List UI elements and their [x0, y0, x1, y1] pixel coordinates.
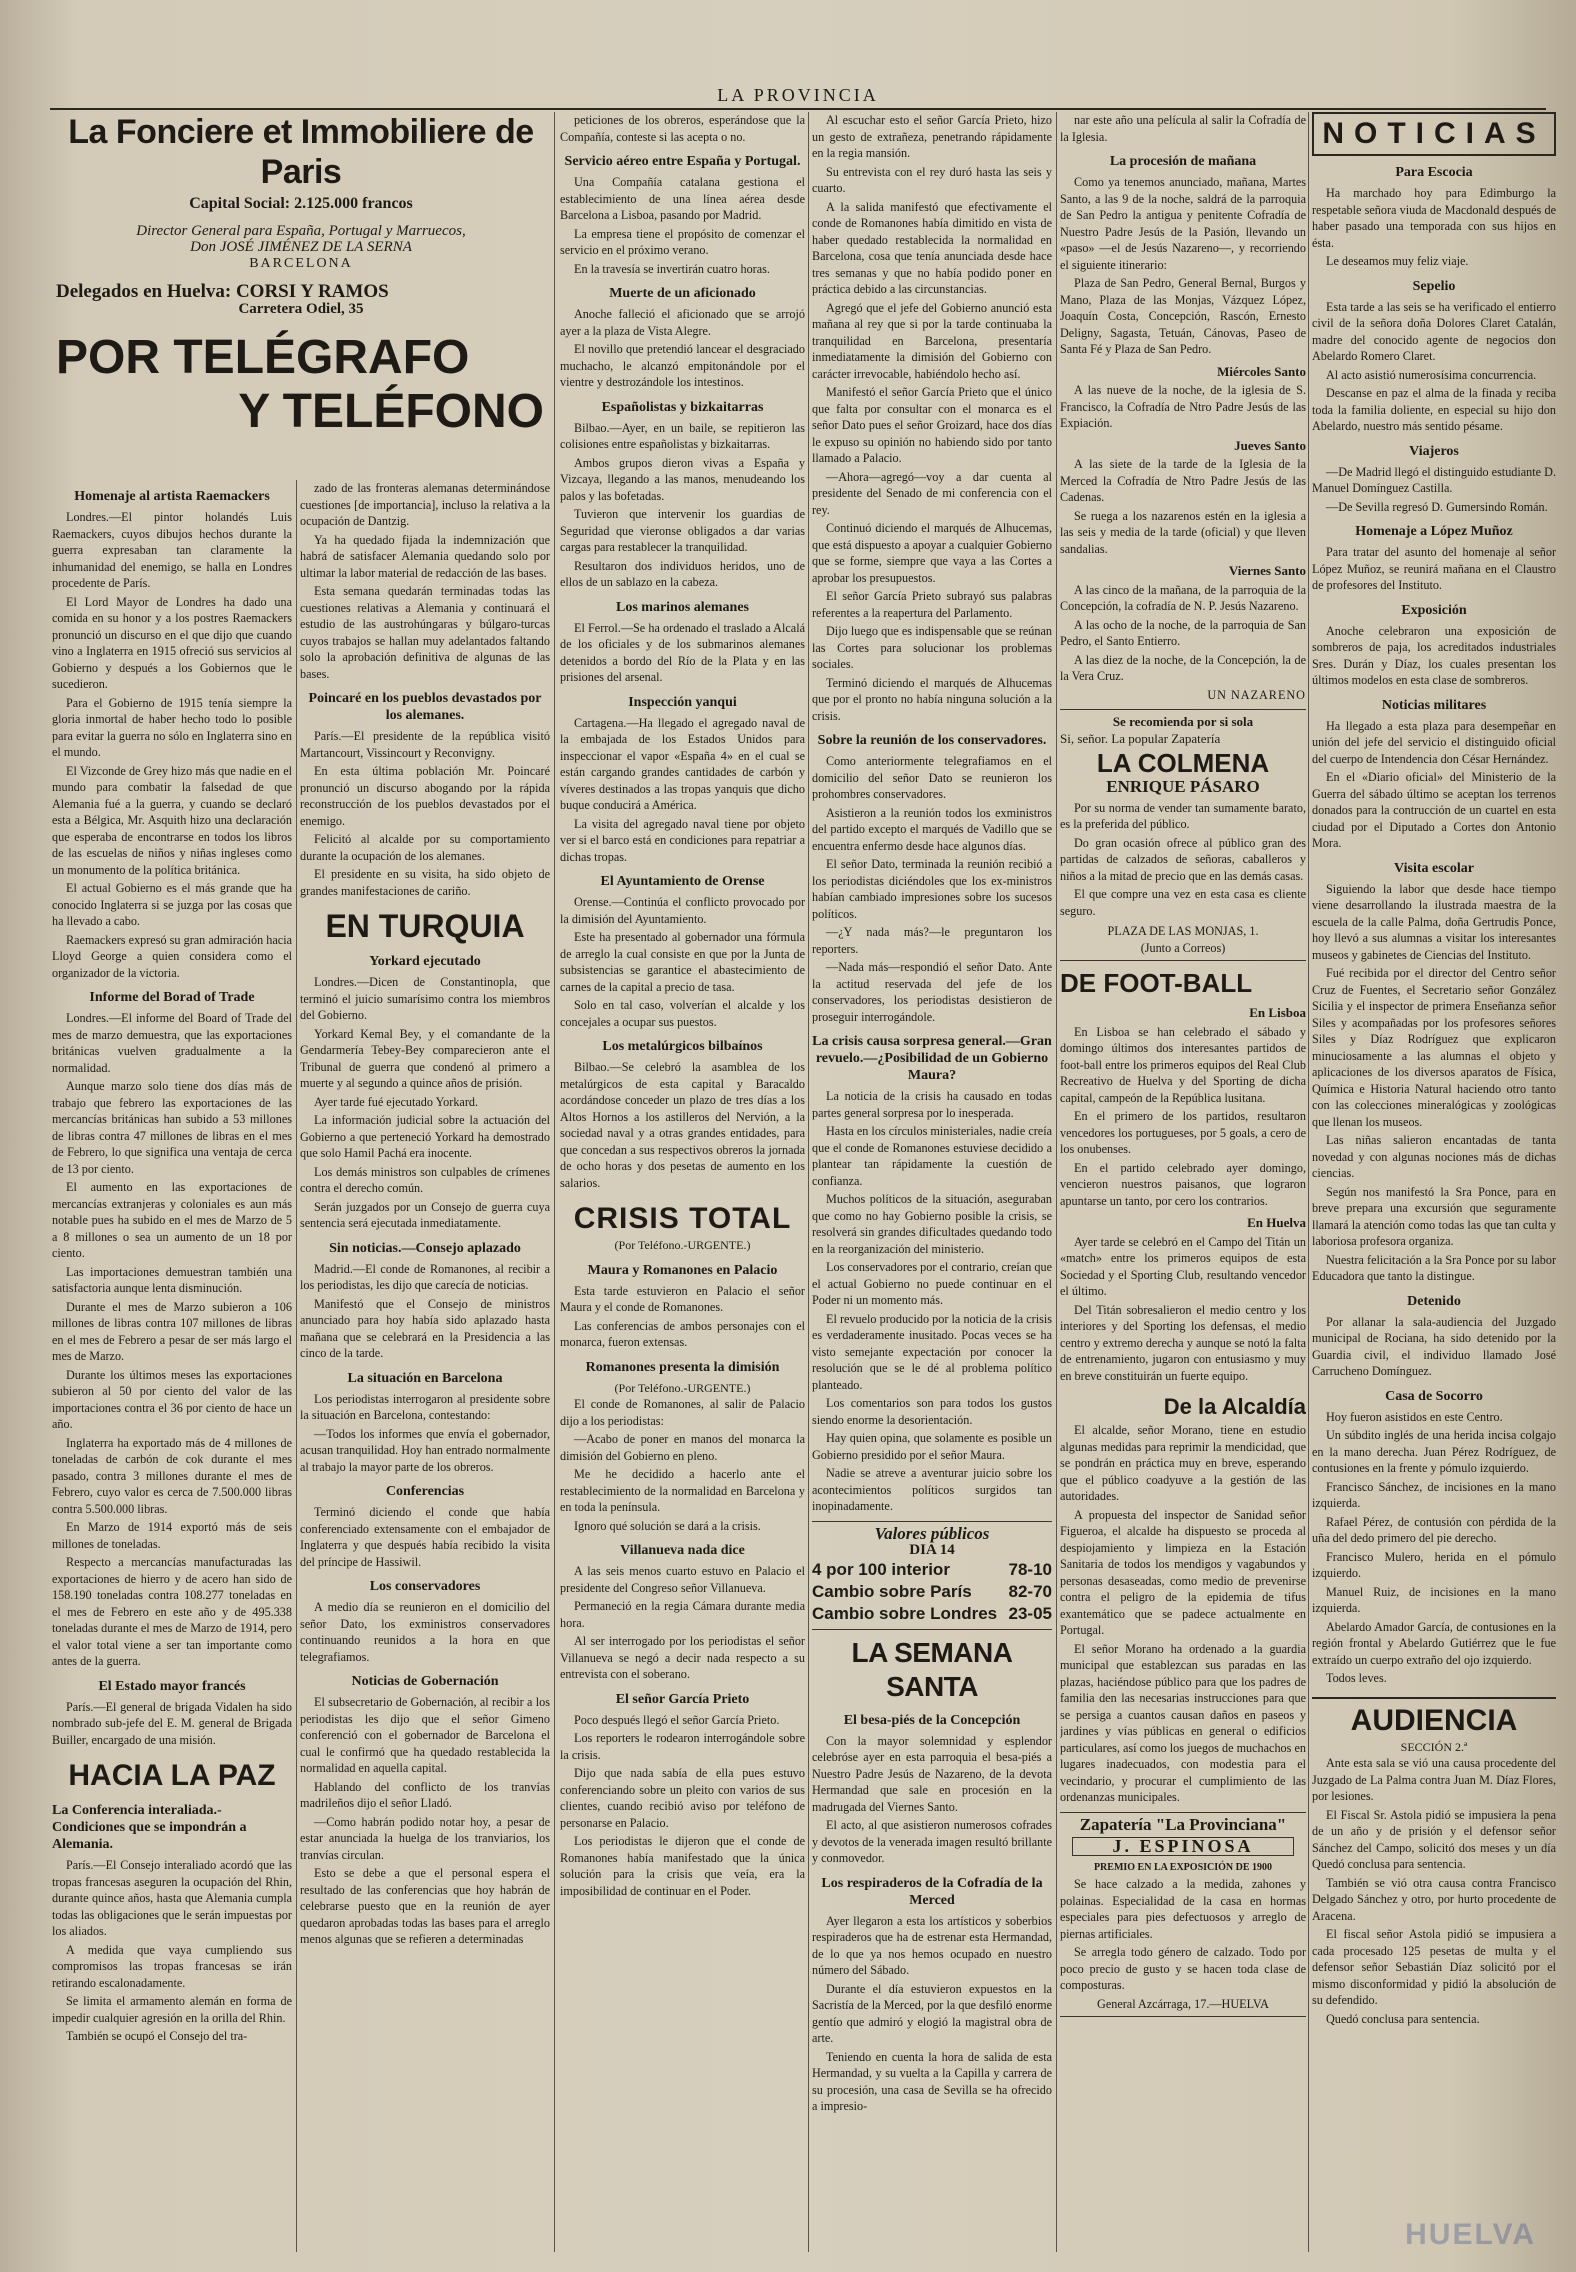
column-1-articles	[52, 488, 292, 1748]
column-5-articles	[1060, 112, 1306, 703]
article-heading: Exposición	[1401, 602, 1467, 618]
article-heading: Sin noticias.—Consejo aplazado	[329, 1240, 521, 1256]
colmena-address-note: (Junto a Correos)	[1140, 940, 1226, 955]
colmena-intro: Si, señor. La popular Zapatería	[1060, 730, 1221, 746]
article-heading: La situación en Barcelona	[347, 1370, 503, 1386]
noticias-title: NOTICIAS	[1312, 112, 1556, 156]
paragraph: Dijo que nada sabía de ella pues estuvo conferenciando sobre un pleito con varios de sus clientes, cuando recibió aviso por teléfono de personarse en Palacio.	[560, 1766, 805, 1830]
paragraph: Durante los últimos meses las exportaciones subieron al 50 por ciento del valor de las importaciones contra el 36 por ciento de hace un año.	[52, 1367, 292, 1431]
paragraph: Muchos políticos de la situación, aseguraban que como no hay Gobierno posible la crisis, se resolverá sin grandes dificultades quedando todo en la reorganización del ministerio.	[812, 1192, 1052, 1256]
paragraph: Esta semana quedarán terminadas todas las cuestiones relativas a Alemania y continuará el estudio de las austrohúngaras y búlgaro-turcas cuyos trabajos se hallan muy adelantados faltando solo la aprobación definitiva de algunas de las bases.	[300, 584, 550, 681]
paragraph: Como anteriormente telegrafiamos en el domicilio del señor Dato se reunieron los prohombres conservadores.	[812, 754, 1052, 801]
paragraph: Inglaterra ha exportado más de 4 millones de toneladas de carbón de cok durante el mes pasado, contra 3 millones durante el mes de Febrero, cuyo valor es cerca de 7.500.000 libras contra 5.500.000 libras.	[52, 1435, 292, 1516]
article-heading: Los metalúrgicos bilbaínos	[602, 1039, 763, 1054]
paragraph: Anoche celebraron una exposición de sombreros de paja, los acreditados industriales Sres. Durán y Díaz, los cuales presentan los últimos modelos en esta clase de sombreros.	[1312, 623, 1556, 687]
paragraph: El presidente en su visita, ha sido objeto de grandes manifestaciones de cariño.	[300, 867, 550, 898]
paragraph: Durante el mes de Marzo subieron a 106 millones de libras contra 107 millones de libras en el mes de Febrero a pesar de ser más largo el mes de Marzo.	[52, 1299, 292, 1363]
paragraph: El señor Morano ha ordenado a la guardia municipal que establezcan sus paradas en las plazas, haciéndose público para que los padres de familia den las necesarias instrucciones para que se persiga a cuantos causan daños en paseos y jardines y vías públicas en general o edificios particulares, así como los juegos de muchachos en lugares inadecuados, con modestia para el vecindario, y procurar el cumplimiento de las ordenanzas municipales.	[1060, 1641, 1306, 1804]
colmena-name: LA COLMENA	[1096, 748, 1270, 778]
paragraph: Bilbao.—Se celebró la asamblea de los metalúrgicos de esta capital y Baracaldo acordándose conceder un plazo de tres días a los Altos Hornos a los astilleros del Nervión, a la sociedad naval y a otras grandes entidades, para que concedan a sus respectivos obreros la jornada de ocho horas y dos pesetas de aumento en los salarios.	[560, 1060, 805, 1190]
paragraph: Como ya tenemos anunciado, mañana, Martes Santo, a las 9 de la noche, saldrá de la parroquia de San Pedro la antigua y penitente Cofradía de Nuestro Padre Jesús de la Pasión, llevando un «paso» —el de Jesús Nazareno—, y recorriendo el siguiente itinerario:	[1060, 175, 1306, 272]
paragraph: Manifestó que el Consejo de ministros anunciado para hoy había sido aplazado hasta mañana que se celebrará en la Presidencia a las cinco de la tarde.	[300, 1296, 550, 1360]
paragraph: Este ha presentado al gobernador una fórmula de arreglo la cual consiste en que por la Junta de subsistencias se garantice el abastecimiento de carnes de la capital a precio de tasa.	[560, 930, 805, 994]
paragraph: A las siete de la tarde de la Iglesia de la Merced la Cofradía de Ntro Padre Jesús de las Cadenas.	[1060, 457, 1306, 504]
paragraph: Francisco Sánchez, de incisiones en la mano izquierda.	[1312, 1479, 1556, 1510]
paragraph: Londres.—El informe del Board of Trade del mes de marzo demuestra, que las exportaciones británicas vuelven gradualmente a la normalidad.	[52, 1011, 292, 1075]
fonciere-delegados: Delegados en Huelva: CORSI Y RAMOS	[56, 281, 389, 302]
signature: UN NAZARENO	[1207, 687, 1306, 702]
provinciana-ad	[1060, 1812, 1306, 2018]
column-2-more-articles	[300, 1240, 550, 1948]
paragraph: A las nueve de la noche, de la iglesia de S. Francisco, la Cofradía de Ntro Padre Jesús de las Expiación.	[1060, 383, 1306, 430]
fonciere-director: Director General para España, Portugal y Marruecos,	[136, 222, 466, 239]
paragraph: Con la mayor solemnidad y esplendor celebróse ayer en esta parroquia el besa-piés a Nuestro Padre Jesús de Nazareno, de la devota Hermandad que sale en procesión en la madrugada del Viernes Santo.	[812, 1733, 1052, 1814]
paragraph: zado de las fronteras alemanas determinándose cuestiones [de importancia], incluso la relativa a la ocupación de Dantzig.	[300, 481, 550, 528]
paragraph: El Ferrol.—Se ha ordenado el traslado a Alcalá de los oficiales y de los submarinos alemanes detenidos a bordo del Río de la Plata y en las prisiones del arsenal.	[560, 620, 805, 684]
fonciere-ad	[52, 112, 550, 482]
paragraph: Do gran ocasión ofrece al público gran des partidas de calzados de señoras, caballeros y niños a la mitad de precio que en las demás casas.	[1060, 835, 1306, 883]
paragraph: Los comentarios son para todos los gustos siendo enorme la desorientación.	[812, 1396, 1052, 1427]
paragraph: Aunque marzo solo tiene dos días más de trabajo que febrero las exportaciones de las mercancías británicas han subido a 53 millones de libras contra 47 millones de libras en el mes de Febrero, lo que significa una ventaja de cerca de 13 por ciento.	[52, 1079, 292, 1176]
crisis-source: (Por Teléfono.-URGENTE.)	[614, 1380, 751, 1395]
paragraph: La empresa tiene el propósito de comenzar el servicio en el próximo verano.	[560, 226, 805, 257]
audiencia-section: SECCIÓN 2.ª	[1400, 1739, 1468, 1754]
paragraph: Esta tarde a las seis se ha verificado el entierro civil de la señora doña Dolores Claret Catalán, madre del conocido agente de negocios don Abelardo Romero Claret.	[1312, 299, 1556, 363]
article-heading: Españolistas y bizkaitarras	[601, 399, 764, 415]
paragraph: Dijo luego que es indispensable que se reúnan las Cortes para solucionar los problemas sociales.	[812, 624, 1052, 671]
paragraph: Tuvieron que intervenir los guardias de Seguridad que vieronse obligados a dar varias cargas para restablecer la tranquilidad.	[560, 507, 805, 554]
crisis-subtitle: Maura y Romanones en Palacio	[587, 1262, 778, 1278]
column-rule	[296, 480, 297, 2252]
column-5	[1060, 112, 1306, 2262]
paragraph: nar este año una película al salir la Cofradía de la Iglesia.	[1060, 113, 1306, 144]
paragraph: Hoy fueron asistidos en este Centro.	[1326, 1409, 1503, 1424]
paragraph: Fué recibida por el director del Centro señor Cruz de Fuentes, el Secretario señor González Sicilia y el inspector de primera Enseñanza señor Siles y acompañadas por los profesores señores Siles y Díaz Rodríguez que explicaron minuciosamente a las alumnas el objeto y aplicaciones de los diversos aparatos de Física, Química e Historia Natural haciendo otro tanto con las colecciones mineralógicas y zoológicas que llenan los museos.	[1312, 966, 1556, 1129]
noticias-articles	[1312, 164, 1556, 1687]
paragraph: Durante el día estuvieron expuestos en la Sacristía de la Merced, por la que desfiló enorme gentío que admiró y elogió la magistral obra de arte.	[812, 1981, 1052, 2045]
paragraph: En el «Diario oficial» del Ministerio de la Guerra del sábado último se aceptan los terrenos donados para la contrucción de un cuartel en esta ciudad por el Diputado a Cortes don Antonio Mora.	[1312, 770, 1556, 850]
paragraph: —Todos los informes que envía el gobernador, acusan tranquilidad. Hoy han entrado normalmente al trabajo la mayor parte de los obreros.	[300, 1426, 550, 1474]
paragraph: Se arregla todo género de calzado. Todo por poco precio de gusto y se hacen toda clase de composturas.	[1060, 1945, 1306, 1992]
column-3-articles	[560, 112, 805, 1191]
paragraph: —Como habrán podido notar hoy, a pesar de estar anunciada la huelga de los tranviarios, los tranvías circulan.	[300, 1814, 550, 1862]
paragraph: Al escuchar esto el señor García Prieto, hizo un gesto de extrañeza, penetrando rápidamente en la regia mansión.	[812, 113, 1052, 160]
column-4-articles	[812, 112, 1052, 1515]
paragraph: El Vizconde de Grey hizo más que nadie en el mundo para combatir la falsedad de que Alemania fué a la guerra, y cuando se declaró esta a Bélgica, Mr. Asquith hizo una declaración que esperaba de encontrarse en todos los libros de las escuelas de niños y niñas ingleses como un monumento de la política británica.	[52, 763, 292, 877]
hacia-paz-subtitle: La Conferencia interaliada.-Condiciones que se impondrán a Alemania.	[52, 1803, 247, 1852]
paragraph: Para el Gobierno de 1915 tenía siempre la gloria inmortal de haber hecho todo lo posible para evitar la guerra no sólo en Inglaterra sino en el mundo.	[52, 695, 292, 759]
archive-stamp: HUELVA	[1405, 2218, 1536, 2251]
article-heading: El Ayuntamiento de Orense	[600, 874, 765, 889]
paragraph: Manifestó el señor García Prieto que el único que falta por consultar con el monarca es el señor Dato pues el señor Groizard, hace dos días le expuso su opinión no habiendo sido por tanto llamado a Palacio.	[812, 385, 1052, 465]
paragraph: Me he decidido a hacerlo ante el restablecimiento de la normalidad en Barcelona y en toda la península.	[560, 1467, 805, 1514]
article-heading: Sepelio	[1412, 278, 1456, 294]
paragraph: Rafael Pérez, de contusión con pérdida de la uña del dedo primero del pie derecho.	[1312, 1514, 1556, 1545]
paragraph: Descanse en paz el alma de la finada y reciba toda la familia doliente, en especial su hijo don Abelardo, nuestro más sentido pésame.	[1312, 386, 1556, 433]
crisis-subtitle: El señor García Prieto	[615, 1691, 750, 1707]
crisis-title: CRISIS TOTAL	[573, 1202, 792, 1235]
article-heading: Homenaje a López Muñoz	[1355, 524, 1513, 539]
valores-day: DIA 14	[909, 1542, 955, 1558]
paragraph: París.—El general de brigada Vidalen ha sido nombrado sub-jefe del E. M. general de Brigada Builler, encargado de una misión.	[52, 1699, 292, 1747]
paragraph: Hasta en los círculos ministeriales, nadie creía que el conde de Romanones estuviese decidido a plantear tan rápidamente la cuestión de confianza.	[812, 1124, 1052, 1188]
article-heading: Casa de Socorro	[1385, 1388, 1483, 1404]
paragraph: El aumento en las exportaciones de mercancías extranjeras y coloniales es aun más notable pues ha subido en el mes de Marzo de 5 a 8 millones o sea un aumento de un 18 por ciento.	[52, 1180, 292, 1260]
article-heading: Miércoles Santo	[1217, 363, 1306, 379]
paragraph: Ayer llegaron a esta los artísticos y soberbios respiraderos que ha de estrenar esta Hermandad, de lo que ya nos hemos ocupado en nuestro número del Sábado.	[812, 1913, 1052, 1977]
paragraph: El alcalde, señor Morano, tiene en estudio algunas medidas para reprimir la mendicidad, que se pondrán en práctica muy en breve, esperando que el público coadyuve a la gestión de las autoridades.	[1060, 1423, 1306, 1503]
article-heading: Para Escocia	[1395, 165, 1473, 180]
valores-box	[812, 1521, 1052, 1630]
fonciere-director-name: Don JOSÉ JIMÉNEZ DE LA SERNA	[190, 239, 412, 255]
valores-table	[812, 1559, 1052, 1625]
football-title: DE FOOT-BALL	[1060, 968, 1253, 998]
paragraph: Hablando del conflicto de los tranvías madrileños dijo el señor Lladó.	[300, 1779, 550, 1810]
paragraph: En Lisboa se han celebrado el sábado y domingo últimos dos interesantes partidos de foot-ball entre los primeros equipos del Real Club Recreativo de Huelva y del Sporting de dicha capital, campeón de la República lusitana.	[1060, 1024, 1306, 1105]
paragraph: Abelardo Amador García, de contusiones en la región frontal y Abelardo Gutiérrez que le fue extraído un cuerpo extraño del ojo izquierdo.	[1312, 1619, 1556, 1667]
paragraph: —De Sevilla regresó D. Gumersindo Román.	[1326, 499, 1548, 514]
masthead: LA PROVINCIA	[50, 82, 1546, 110]
paragraph: Francisco Mulero, herida en el pómulo izquierdo.	[1312, 1549, 1556, 1580]
paragraph: La información judicial sobre la actuación del Gobierno a que perteneció Yorkard ha demostrado que solo Hamil Pachá era inocente.	[300, 1113, 550, 1160]
paragraph: Poco después llegó el señor García Prieto.	[574, 1712, 780, 1727]
paragraph: A la salida manifestó que efectivamente el conde de Romanones había dimitido en vista de haber quedado restablecida la normalidad en Barcelona, cosa que tenía anunciada desde hace tres semanas y que no había podido poner en práctica debido a las circunstancias.	[812, 199, 1052, 296]
paragraph: A las cinco de la mañana, de la parroquia de la Concepción, la cofradía de N. P. Jesús Nazareno.	[1060, 582, 1306, 613]
paragraph: Resultaron dos individuos heridos, uno de ellos de un sablazo en la cabeza.	[560, 558, 805, 589]
paragraph: A propuesta del inspector de Sanidad señor Figueroa, el alcalde ha dispuesto se proceda al despiojamiento y limpieza en la Estación Sanitaria de todos los mendigos y vagabundos y personas desaseadas, como medio de prevenirse contra el peligro de la epidemia de tifus exantemático que se padece actualmente en Portugal.	[1060, 1507, 1306, 1637]
paragraph: En la travesía se invertirán cuatro horas.	[574, 261, 770, 276]
paragraph: Terminó diciendo el conde que había conferenciado extensamente con el embajador de Inglaterra y que después había recibido la visita del príncipe de Hassiwil.	[300, 1505, 550, 1569]
article-heading: Sobre la reunión de los conservadores.	[817, 733, 1047, 748]
paragraph: El acto, al que asistieron numerosos cofrades y devotos de la venerada imagen resultó brillante y conmovedor.	[812, 1818, 1052, 1865]
paragraph: Del Titán sobresalieron el medio centro y los interiores y del Sporting los defensas, el medio centro y extremo derecha y aunque se notó la falta de entrenamiento, jugaron con entusiasmo y muy en breve constituirán un fuerte equipo.	[1060, 1302, 1306, 1383]
paragraph: Manuel Ruiz, de incisiones en la mano izquierda.	[1312, 1584, 1556, 1615]
article-heading: Conferencias	[385, 1484, 465, 1499]
valores-value: 78-10	[1008, 1559, 1052, 1579]
column-2-articles	[300, 480, 550, 899]
valores-label: Cambio sobre Londres	[812, 1603, 998, 1623]
article-heading: El Estado mayor francés	[98, 1678, 246, 1694]
paragraph: Las niñas salieron encantadas de tanta novedad y con algunas nociones más de dichas ciencias.	[1312, 1133, 1556, 1180]
paragraph: Para tratar del asunto del homenaje al señor López Muñoz, se reunirá mañana en el Claustro de profesores del Instituto.	[1312, 545, 1556, 592]
paragraph: Las importaciones demuestran también una satisfactoria aunque lenta disminución.	[52, 1264, 292, 1295]
article-heading: Los conservadores	[369, 1579, 481, 1594]
paragraph: —Acabo de poner en manos del monarca la dimisión del Gobierno en pleno.	[560, 1432, 805, 1463]
article-heading: Muerte de un aficionado	[609, 286, 756, 301]
provinciana-premio: PREMIO EN LA EXPOSICIÓN DE 1900	[1093, 1861, 1273, 1873]
paragraph: Los periodistas le dijeron que el conde de Romanones había manifestado que la única solución para la crisis que veía, era la imposibilidad de continuar en el Poder.	[560, 1834, 805, 1898]
paragraph: Ignoro qué solución se dará a la crisis.	[574, 1518, 761, 1533]
column-rule	[1308, 112, 1309, 2252]
paragraph: Los conservadores por el contrario, creían que el actual Gobierno no puede continuar en el Poder ni un momento más.	[812, 1260, 1052, 1307]
paragraph: Ha marchado hoy para Edimburgo la respetable señora viuda de Macdonald después de haber pasado una temporada con sus hijos en ésta.	[1312, 186, 1556, 250]
paragraph: En Marzo de 1914 exportó más de seis millones de toneladas.	[52, 1520, 292, 1551]
alcaldia-title: De la Alcaldía	[1163, 1394, 1306, 1419]
paragraph: En el primero de los partidos, resultaron vencedores los portugueses, por 5 goals, a cero de los onubenses.	[1060, 1109, 1306, 1156]
article-heading: Inspección yanqui	[628, 694, 737, 710]
article-heading: Jueves Santo	[1234, 437, 1306, 453]
valores-row	[812, 1559, 1052, 1581]
paragraph: Se hace calzado a la medida, zahones y polainas. Especialidad de la casa en hormas especiales para pies defectuosos y arreglo de piernas artificiales.	[1060, 1877, 1306, 1941]
article-heading: La procesión de mañana	[1109, 154, 1257, 169]
crisis-subtitle: Romanones presenta la dimisión	[585, 1359, 780, 1375]
paragraph: El Lord Mayor de Londres ha dado una comida en su honor y a los postres Raemackers pronunció un discurso en el que dijo que cuando vino a Inglaterra en 1915 ofreció sus servicios al Gobierno y después a los Gobiernos que le sucedieron.	[52, 594, 292, 691]
paragraph: Las conferencias de ambos personajes con el monarca, fueron extensas.	[560, 1318, 805, 1349]
paragraph: Según nos manifestó la Sra Ponce, para en breve prepara una excursión que seguramente llamará la atención como todas las que tan culta y laboriosa profesora organiza.	[1312, 1184, 1556, 1248]
valores-row	[812, 1603, 1052, 1625]
colmena-ad	[1060, 709, 1306, 961]
paragraph: —¿Y nada más?—le preguntaron los reporters.	[812, 925, 1052, 956]
paragraph: Yorkard Kemal Bey, y el comandante de la Gendarmería Tebey-Bey comparecieron ante el Tribunal de guerra que condenó al primero a muerte y al segundo a quince años de prisión.	[300, 1026, 550, 1090]
paragraph: Anoche falleció el aficionado que se arrojó ayer a la plaza de Vista Alegre.	[560, 307, 805, 338]
semana-santa-title: LA SEMANA SANTA	[851, 1636, 1013, 1702]
paragraph: Terminó diciendo el marqués de Alhucemas que por el pronto no había ninguna solución a la crisis.	[812, 675, 1052, 723]
article-heading: Servicio aéreo entre España y Portugal.	[564, 154, 801, 169]
paragraph: A las diez de la noche, de la Concepción, la de la Vera Cruz.	[1060, 652, 1306, 683]
paragraph: Por allanar la sala-audiencia del Juzgado municipal de Rociana, ha sido detenido por la Guardia civil, el individuo llamado José Carrucheno Domínguez.	[1312, 1314, 1556, 1378]
article-heading: La crisis causa sorpresa general.—Gran revuelo.—¿Posibilidad de un Gobierno Maura?	[812, 1034, 1052, 1083]
crisis-subtitle: Villanueva nada dice	[620, 1543, 745, 1558]
fonciere-capital: Capital Social: 2.125.000 francos	[189, 195, 413, 212]
turquia-subtitle: Yorkard ejecutado	[369, 954, 481, 969]
column-3	[560, 112, 805, 2262]
paragraph: Los reporters le rodearon interrogándole sobre la crisis.	[560, 1731, 805, 1762]
paragraph: Solo en tal caso, volverían el alcalde y los concejales a ocupar sus puestos.	[560, 998, 805, 1029]
audiencia-title: AUDIENCIA	[1312, 1697, 1556, 1739]
valores-value: 23-05	[1008, 1603, 1052, 1623]
column-rule	[1056, 112, 1057, 2252]
paragraph: El subsecretario de Gobernación, al recibir a los periodistas les dijo que el señor Gimeno conferenció con el gobernador de Barcelona el cual le confirmó que ha quedado restablecida la normalidad en aquella capital.	[300, 1695, 550, 1775]
paragraph: El actual Gobierno es el más grande que ha conocido Inglaterra si se juzga por las cosas que ha llevado a cabo.	[52, 881, 292, 928]
paragraph: En esta última población Mr. Poincaré pronunció un discurso abogando por la rápida reconstrucción de los pueblos devastados por el enemigo.	[300, 764, 550, 828]
paragraph: Ya ha quedado fijada la indemnización que habrá de satisfacer Alemania quedando solo por ultimar la labor material de redacción de las bases.	[300, 532, 550, 580]
paragraph: Un súbdito inglés de una herida incisa colgajo en la mano derecha. Juan Pérez Rodríguez, de contusiones en la frente y pómulo izquierdo.	[1312, 1428, 1556, 1475]
article-heading: Informe del Borad of Trade	[89, 990, 255, 1005]
paragraph: Raemackers expresó su gran admiración hacia Lloyd George a quien considera como el organizador de la victoria.	[52, 932, 292, 980]
paragraph: Ambos grupos dieron vivas a España y Vizcaya, llegando a las manos, menudeando los palos y las bofetadas.	[560, 455, 805, 503]
telegrafo-title-1: POR TELÉGRAFO	[56, 331, 470, 384]
paragraph: Permaneció en la regia Cámara durante media hora.	[560, 1599, 805, 1630]
fonciere-city: BARCELONA	[249, 255, 353, 271]
paragraph: Esto se debe a que el personal espera el resultado de las conferencias que hoy habrán de celebrarse puesto que en la reunión de ayer quedaron aprobadas todas las bases para el arreglo menos algunas que se refieren a determinadas	[300, 1866, 550, 1946]
paragraph: El señor García Prieto subrayó sus palabras referentes a la reapertura del Parlamento.	[812, 589, 1052, 620]
paragraph: A medio día se reunieron en el domicilio del señor Dato, los exministros conservadores continuando reunidos a la hora en que telegrafiamos.	[300, 1600, 550, 1664]
column-6	[1312, 112, 1556, 2262]
colmena-address: PLAZA DE LAS MONJAS, 1.	[1107, 924, 1259, 938]
provinciana-address: General Azcárraga, 17.—HUELVA	[1097, 1996, 1269, 2011]
column-rule	[554, 112, 555, 2252]
fonciere-title: La Fonciere et Immobiliere de Paris	[68, 113, 534, 191]
paragraph: Ha llegado a esta plaza para desempeñar en unión del jefe del servicio el distinguido oficial del cuerpo de Intendencia don César Hernández.	[1312, 718, 1556, 766]
column-4	[812, 112, 1052, 2262]
paragraph: Una Compañía catalana gestiona el establecimiento de una línea aérea desde Barcelona a Lisboa, pasando por Madrid.	[560, 175, 805, 222]
football-subtitle: En Huelva	[1247, 1215, 1306, 1230]
paragraph: Al ser interrogado por los periodistas el señor Villanueva se negó a decir nada respecto a su entrevista con el soberano.	[560, 1634, 805, 1681]
paragraph: —Ahora—agregó—voy a dar cuenta al presidente del Senado de mi conferencia con el rey.	[812, 469, 1052, 517]
paragraph: Respecto a mercancías manufacturadas las exportaciones de hierro y de acero han sido de 158.190 toneladas contra 108.277 toneladas en el mes de Febrero en este año y de 495.338 toneladas durante el mes de Marzo de 1914, pero el valor total viene a ser tan importante como antes de la guerra.	[52, 1555, 292, 1668]
paragraph: Nuestra felicitación a la Sra Ponce por su labor Educadora que tanto la distingue.	[1312, 1252, 1556, 1283]
colmena-kicker: Se recomienda por si sola	[1112, 714, 1254, 729]
paragraph: A medida que vaya cumpliendo sus compromisos las tropas francesas se irán retirando escalonadamente.	[52, 1942, 292, 1990]
paragraph: El que compre una vez en esta casa es cliente seguro.	[1060, 887, 1306, 918]
paragraph: peticiones de los obreros, esperándose que la Compañía, conteste si las acepta o no.	[560, 113, 805, 144]
column-2	[300, 480, 550, 2262]
paragraph: También se vió otra causa contra Francisco Delgado Sánchez y otro, por hurto procedente de Aracena.	[1312, 1875, 1556, 1923]
paragraph: Esta tarde estuvieron en Palacio el señor Maura y el conde de Romanones.	[560, 1283, 805, 1314]
paragraph: La noticia de la crisis ha causado en todas partes general sorpresa por lo inesperada.	[812, 1089, 1052, 1120]
paragraph: Agregó que el jefe del Gobierno anunció esta mañana al rey que si por la tarde continuaba la tranquilidad en Barcelona, presentaría inmediatamente la dimisión del Gobierno con carácter irrevocable, habiéndolo hecho así.	[812, 300, 1052, 381]
paragraph: Londres.—El pintor holandés Luis Raemackers, cuyos dibujos hechos durante la guerra expresaban tan claramente la inhumanidad del enemigo, se halla en Londres procedente de París.	[52, 510, 292, 590]
semana-santa-subtitle: Los respiraderos de la Cofradía de la Merced	[821, 1875, 1043, 1908]
paragraph: La visita del agregado naval tiene por objeto ver si el barco está en condiciones para repatriar a dichas tropas.	[560, 816, 805, 864]
football-subtitle: En Lisboa	[1249, 1005, 1306, 1020]
paragraph: Plaza de San Pedro, General Bernal, Burgos y Mano, Plaza de las Monjas, Vázquez López, Joaquín Costa, Concepción, Rascón, Ernesto Deligny, Sagasta, Tetuán, Cánovas, Paseo de Santa Fé y Plaza de San Pedro.	[1060, 276, 1306, 356]
telegrafo-title-2: Y TELÉFONO	[238, 385, 544, 438]
paragraph: París.—El presidente de la república visitó Martancourt, Vissincourt y Reconvigny.	[300, 729, 550, 760]
paragraph: En el partido celebrado ayer domingo, vencieron nuestros paisanos, que lograron apuntarse un tanto, por cero los contrarios.	[1060, 1160, 1306, 1208]
fonciere-address: Carretera Odiel, 35	[238, 300, 364, 317]
paragraph: Ante esta sala se vió una causa procedente del Juzgado de La Palma contra Juan M. Díaz Flores, por lesiones.	[1312, 1756, 1556, 1803]
article-heading: Detenido	[1407, 1293, 1461, 1309]
paragraph: Al acto asistió numerosísima concurrencia.	[1326, 367, 1537, 382]
valores-row	[812, 1581, 1052, 1603]
paragraph: Le deseamos muy feliz viaje.	[1326, 254, 1469, 268]
column-rule	[808, 112, 809, 2252]
provinciana-name: J. ESPINOSA	[1072, 1837, 1294, 1856]
paragraph: Todos leves.	[1326, 1671, 1387, 1685]
paragraph: También se ocupó el Consejo del tra-	[66, 2029, 248, 2043]
paragraph: Londres.—Dicen de Constantinopla, que terminó el juicio sumarísimo contra los miembros del Gobierno.	[300, 975, 550, 1022]
paragraph: —Nada más—respondió el señor Dato. Ante la actitud reservada del jefe de los conservadores, los periodistas desistieron de proseguir interrogándole.	[812, 960, 1052, 1024]
valores-label: Cambio sobre París	[812, 1581, 972, 1601]
turquia-title: EN TURQUIA	[325, 908, 525, 944]
colmena-owner: ENRIQUE PÁSARO	[1106, 777, 1260, 796]
paragraph: Felicitó al alcalde por su comportamiento durante la ocupación de los alemanes.	[300, 832, 550, 863]
hacia-paz-title: HACIA LA PAZ	[68, 1759, 276, 1792]
article-heading: Noticias militares	[1381, 697, 1487, 713]
provinciana-title: Zapatería "La Provinciana"	[1079, 1814, 1287, 1834]
paragraph: Por su norma de vender tan sumamente barato, es la preferida del público.	[1060, 800, 1306, 831]
paragraph: Se limita el armamento alemán en forma de impedir cualquier agresión en la orilla del Rhin.	[52, 1994, 292, 2025]
article-heading: Noticias de Gobernación	[351, 1674, 499, 1689]
column-1	[52, 480, 292, 2262]
paragraph: Los demás ministros son culpables de crímenes contra el derecho común.	[300, 1164, 550, 1195]
article-heading: Los marinos alemanes	[616, 599, 749, 615]
paragraph: A las ocho de la noche, de la parroquia de San Pedro, el Santo Entierro.	[1060, 617, 1306, 648]
paragraph: El revuelo producido por la noticia de la crisis es verdaderamente inusitado. Pocas veces se ha visto semejante expectación por conocer la resolución que se le dé al problema político planteado.	[812, 1311, 1052, 1392]
valores-title: Valores públicos	[874, 1523, 990, 1543]
paragraph: Siguiendo la labor que desde hace tiempo viene desarrollando la ilustrada maestra de la escuela de la calle Palma, doña Gertrudis Ponce, hoy llevó a sus alumnas a visitar los interesantes museos y gabinetes de Ciencias del Instituto.	[1312, 881, 1556, 962]
valores-label: 4 por 100 interior	[812, 1559, 950, 1579]
paragraph: Ayer tarde fué ejecutado Yorkard.	[314, 1094, 479, 1109]
paragraph: El señor Dato, terminada la reunión recibió a los periodistas diciéndoles que los ex-ministros habían cambiado impresiones sobre los sucesos políticos.	[812, 857, 1052, 921]
paragraph: Serán juzgados por un Consejo de guerra cuya sentencia será ejecutada inmediatamente.	[300, 1199, 550, 1230]
paragraph: Cartagena.—Ha llegado el agregado naval de la embajada de los Estados Unidos para inspeccionar el vapor «España 4» en el cual se están cargando grandes cantidades de carbón y víveres destinados a las tropas yanquis que dicho buque conducirá a América.	[560, 715, 805, 812]
paragraph: Bilbao.—Ayer, en un baile, se repitieron las colisiones entre españolistas y bizkaitarras.	[560, 420, 805, 451]
paragraph: El Fiscal Sr. Astola pidió se impusiera la pena de un año y de prisión y el defensor señor Sánchez del Campo, solicitó dos meses y un día Quedó conclusa para sentencia.	[1312, 1807, 1556, 1871]
article-heading: Viernes Santo	[1228, 563, 1306, 578]
paragraph: Continuó diciendo el marqués de Alhucemas, que está dispuesto a apoyar a cualquier Gobierno que se forme, siempre que vaya a las Cortes a aprobar los presupuestos.	[812, 521, 1052, 585]
valores-value: 82-70	[1008, 1581, 1052, 1601]
semana-santa-subtitle: El besa-piés de la Concepción	[843, 1712, 1021, 1728]
paragraph: Orense.—Continúa el conflicto provocado por la dimisión del Ayuntamiento.	[560, 895, 805, 926]
paragraph: El conde de Romanones, al salir de Palacio dijo a los periodistas:	[560, 1397, 805, 1428]
paragraph: Nadie se atreve a aventurar juicio sobre los acontecimientos políticos surgidos tan inopinadamente.	[812, 1466, 1052, 1513]
article-heading: Visita escolar	[1394, 860, 1474, 876]
article-heading: Homenaje al artista Raemackers	[74, 489, 270, 504]
paragraph: A las seis menos cuarto estuvo en Palacio el presidente del Congreso señor Villanueva.	[560, 1564, 805, 1595]
paragraph: El novillo que pretendió lancear el desgraciado muchacho, le alcanzó empitonándole por el vientre y destrozándole los intestinos.	[560, 342, 805, 389]
crisis-source: (Por Teléfono.-URGENTE.)	[614, 1238, 751, 1252]
paragraph: —De Madrid llegó el distinguido estudiante D. Manuel Domínguez Castilla.	[1312, 464, 1556, 495]
paragraph: Asistieron a la reunión todos los exministros del partido excepto el marqués de Vadillo que se encuentra enfermo desde hace algunos días.	[812, 805, 1052, 853]
paragraph: Se ruega a los nazarenos estén en la iglesia a las seis y media de la tarde (oficial) y que lleven sandalias.	[1060, 508, 1306, 556]
paragraph: Teniendo en cuenta la hora de salida de esta Hermandad, y su vuelta a la Capilla y carrera de su procesión, una casa de Sevilla se ha ofrecido a impresio-	[812, 2049, 1052, 2113]
paragraph: Ayer tarde se celebró en el Campo del Titán un «match» entre los primeros equipos de esta Sociedad y el Sporting Club, resultando vencedor el último.	[1060, 1234, 1306, 1298]
paragraph: Los periodistas interrogaron al presidente sobre la situación en Barcelona, contestando:	[300, 1391, 550, 1422]
paragraph: Quedó conclusa para sentencia.	[1326, 2011, 1480, 2026]
paragraph: Hay quien opina, que solamente es posible un Gobierno presidido por el señor Maura.	[812, 1431, 1052, 1462]
paragraph: El fiscal señor Astola pidió se impusiera a cada procesado 125 pesetas de multa y el defensor señor Sebastián Díaz solicitó por el mismo disconformidad y pidió la absolución de su defendido.	[1312, 1927, 1556, 2007]
article-heading: Viajeros	[1409, 443, 1459, 459]
article-heading: Poincaré en los pueblos devastados por los alemanes.	[308, 691, 542, 723]
paragraph: París.—El Consejo interaliado acordó que las tropas francesas aseguren la ocupación del Rhin, durante quince años, hasta que Alemania cumpla todas las obligaciones que le serán impuestas por los aliados.	[52, 1858, 292, 1938]
paragraph: Su entrevista con el rey duró hasta las seis y cuarto.	[812, 164, 1052, 195]
paragraph: Madrid.—El conde de Romanones, al recibir a los periodistas, les dijo que carecía de noticias.	[300, 1261, 550, 1292]
